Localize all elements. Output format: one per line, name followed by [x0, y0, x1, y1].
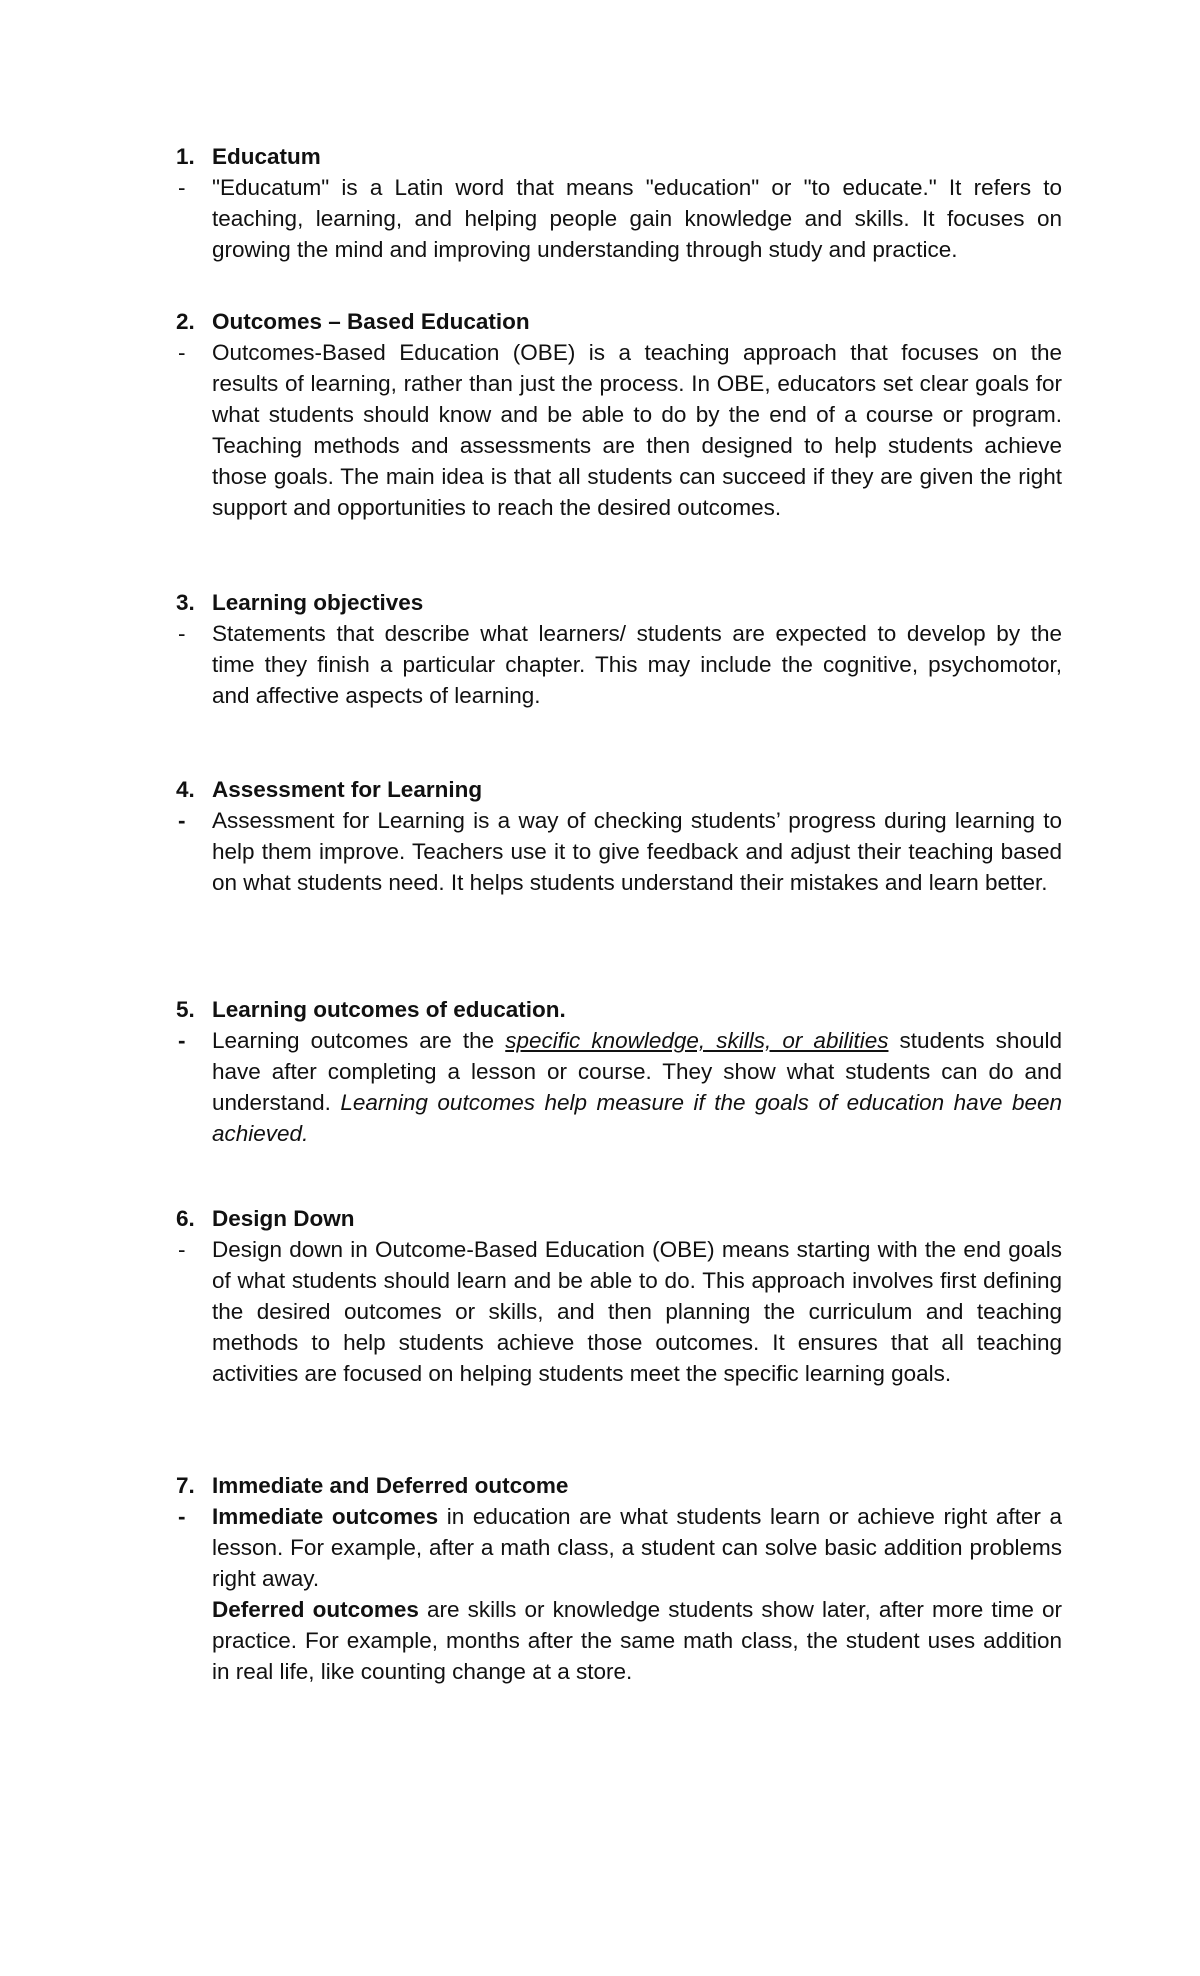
list-dash: -	[178, 175, 186, 200]
list-dash: -	[178, 1028, 186, 1053]
section-number: 2.	[176, 309, 195, 334]
definition-text: Outcomes-Based Education (OBE) is a teaching approach that focuses on the results of learning, rather than just the process. In OBE, educators set clear goals for what students should know and be able to do by the end of a course or program. Teaching methods and assessments are then designed to help students achieve those goals. The main idea is that all students can succeed if they are given the right support and opportunities to reach the desired outcomes.	[212, 340, 1062, 520]
text-run: are skills or knowledge students show later, after more time or practice. For example, months after the same math class, the student uses addition in real life, like counting change at a store.	[212, 1597, 1062, 1684]
section-title: Learning outcomes of education.	[212, 997, 566, 1022]
list-dash: -	[178, 1237, 186, 1262]
section-heading	[176, 774, 1062, 805]
section-title: Outcomes – Based Education	[212, 309, 530, 334]
list-dash: -	[178, 808, 186, 833]
definition-item	[176, 1501, 1062, 1687]
section-heading	[176, 306, 1062, 337]
definition-item	[176, 337, 1062, 523]
section-assessment-for-learning	[176, 774, 1062, 898]
definition-item	[176, 1025, 1062, 1149]
definition-text	[212, 1025, 1062, 1149]
section-number: 1.	[176, 144, 195, 169]
section-number: 6.	[176, 1206, 195, 1231]
term-immediate-outcomes: Immediate outcomes	[212, 1504, 439, 1529]
section-title: Immediate and Deferred outcome	[212, 1473, 569, 1498]
section-heading	[176, 141, 1062, 172]
section-design-down	[176, 1203, 1062, 1389]
section-title: Learning objectives	[212, 590, 424, 615]
definition-item	[176, 1234, 1062, 1389]
list-dash: -	[178, 621, 186, 646]
section-title: Design Down	[212, 1206, 355, 1231]
definition-text: Assessment for Learning is a way of checking students’ progress during learning to help them improve. Teachers use it to give feedback and adjust their teaching based on what students need. It helps students understand their mistakes and learn better.	[212, 808, 1062, 895]
section-heading	[176, 994, 1062, 1025]
section-title: Educatum	[212, 144, 321, 169]
section-number: 4.	[176, 777, 195, 802]
list-dash: -	[178, 340, 186, 365]
definition-item	[176, 618, 1062, 711]
definition-text: Design down in Outcome-Based Education (OBE) means starting with the end goals of what students should learn and be able to do. This approach involves first defining the desired outcomes or skills, and then planning the curriculum and teaching methods to help students achieve those outcomes. It ensures that all teaching activities are focused on helping students meet the specific learning goals.	[212, 1237, 1062, 1386]
section-number: 3.	[176, 590, 195, 615]
deferred-outcome-text	[212, 1594, 1062, 1687]
term-deferred-outcomes: Deferred outcomes	[212, 1597, 419, 1622]
definition-text: "Educatum" is a Latin word that means "education" or "to educate." It refers to teaching, learning, and helping people gain knowledge and skills. It focuses on growing the mind and improving understanding through study and practice.	[212, 175, 1062, 262]
section-outcomes-based-education	[176, 306, 1062, 523]
section-number: 5.	[176, 997, 195, 1022]
section-title: Assessment for Learning	[212, 777, 483, 802]
text-run: students should have after completing a lesson or course. They show what students can do and understand.	[212, 1028, 1062, 1115]
section-immediate-deferred	[176, 1470, 1062, 1687]
section-educatum	[176, 141, 1062, 265]
section-number: 7.	[176, 1473, 195, 1498]
definition-item	[176, 172, 1062, 265]
definition-text: Statements that describe what learners/ students are expected to develop by the time they finish a particular chapter. This may include the cognitive, psychomotor, and affective aspects of learning.	[212, 621, 1062, 708]
section-heading	[176, 1203, 1062, 1234]
immediate-outcome-text	[212, 1501, 1062, 1594]
text-run: Learning outcomes are the	[212, 1028, 506, 1053]
emphasized-phrase: specific knowledge, skills, or abilities	[505, 1028, 889, 1053]
section-heading	[176, 587, 1062, 618]
section-learning-outcomes	[176, 994, 1062, 1149]
section-heading	[176, 1470, 1062, 1501]
section-learning-objectives	[176, 587, 1062, 711]
definition-item	[176, 805, 1062, 898]
text-run: in education are what students learn or achieve right after a lesson. For example, after a math class, a student can solve basic addition problems right away.	[212, 1504, 1062, 1591]
list-dash: -	[178, 1504, 186, 1529]
italic-sentence: Learning outcomes help measure if the goals of education have been achieved.	[212, 1090, 1063, 1146]
